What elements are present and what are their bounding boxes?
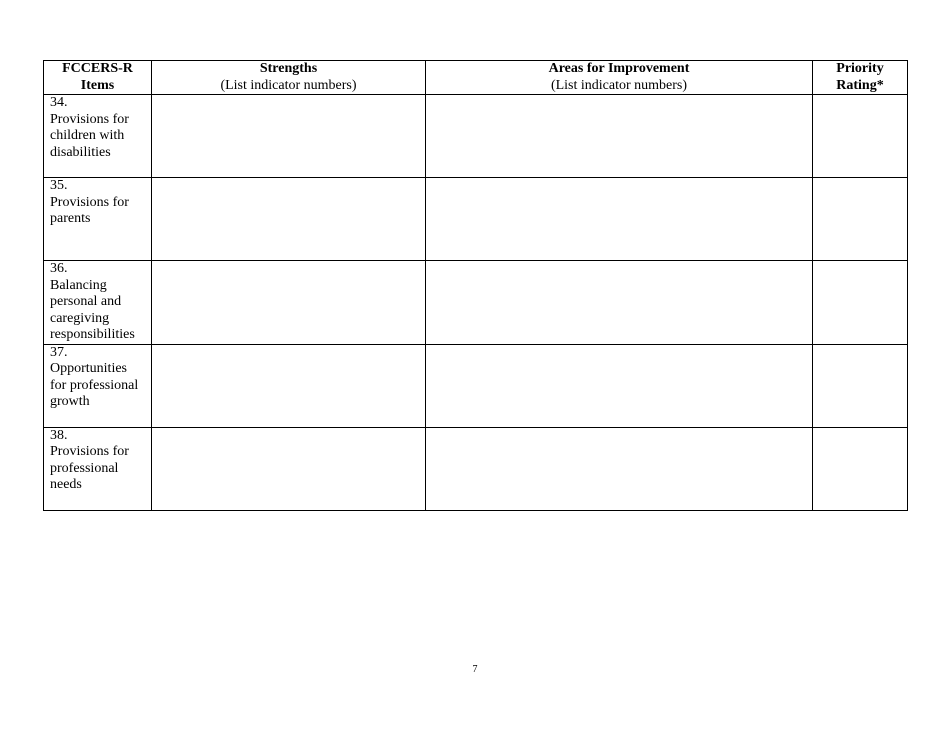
header-strengths	[152, 61, 426, 95]
item-cell	[44, 427, 152, 510]
item-name: Opportunities for professional growth	[50, 361, 139, 409]
priority-cell[interactable]	[813, 95, 908, 178]
header-row	[44, 61, 908, 95]
item-number: 34.	[50, 95, 68, 110]
header-improvement-line1: Areas for Improvement	[548, 61, 690, 76]
header-improvement-line2: (List indicator numbers)	[550, 77, 688, 93]
header-strengths-line2: (List indicator numbers)	[220, 77, 357, 93]
page-number: 7	[472, 664, 478, 675]
improvement-cell[interactable]	[426, 95, 813, 178]
item-name: Provisions for children with disabilities	[50, 111, 129, 160]
improvement-cell[interactable]	[426, 261, 813, 345]
strengths-cell[interactable]	[152, 427, 426, 510]
table-row	[44, 95, 908, 178]
header-priority-line2: Rating*	[836, 77, 884, 93]
item-cell	[44, 178, 152, 261]
improvement-cell[interactable]	[426, 344, 813, 427]
item-name: Balancing personal and caregiving responsibilities	[50, 277, 135, 342]
table-row	[44, 344, 908, 427]
item-cell	[44, 344, 152, 427]
priority-cell[interactable]	[813, 427, 908, 510]
strengths-cell[interactable]	[152, 178, 426, 261]
item-name: Provisions for parents	[50, 194, 129, 226]
header-items	[44, 61, 152, 95]
item-number: 36.	[50, 261, 68, 276]
header-items-line2: Items	[80, 77, 115, 93]
header-strengths-line1: Strengths	[259, 61, 318, 76]
assessment-table	[43, 60, 908, 511]
priority-cell[interactable]	[813, 344, 908, 427]
header-priority-line1: Priority	[836, 61, 884, 76]
header-items-line1: FCCERS-R	[62, 61, 133, 76]
item-cell	[44, 95, 152, 178]
strengths-cell[interactable]	[152, 95, 426, 178]
item-number: 35.	[50, 178, 68, 193]
table-row	[44, 178, 908, 261]
improvement-cell[interactable]	[426, 178, 813, 261]
priority-cell[interactable]	[813, 261, 908, 345]
item-number: 38.	[50, 427, 68, 443]
table-row	[44, 427, 908, 510]
strengths-cell[interactable]	[152, 261, 426, 345]
item-cell	[44, 261, 152, 345]
table-row	[44, 261, 908, 345]
priority-cell[interactable]	[813, 178, 908, 261]
strengths-cell[interactable]	[152, 344, 426, 427]
header-priority	[813, 61, 908, 95]
header-improvement	[426, 61, 813, 95]
item-name: Provisions for professional needs	[50, 444, 129, 492]
item-number: 37.	[50, 344, 68, 360]
improvement-cell[interactable]	[426, 427, 813, 510]
